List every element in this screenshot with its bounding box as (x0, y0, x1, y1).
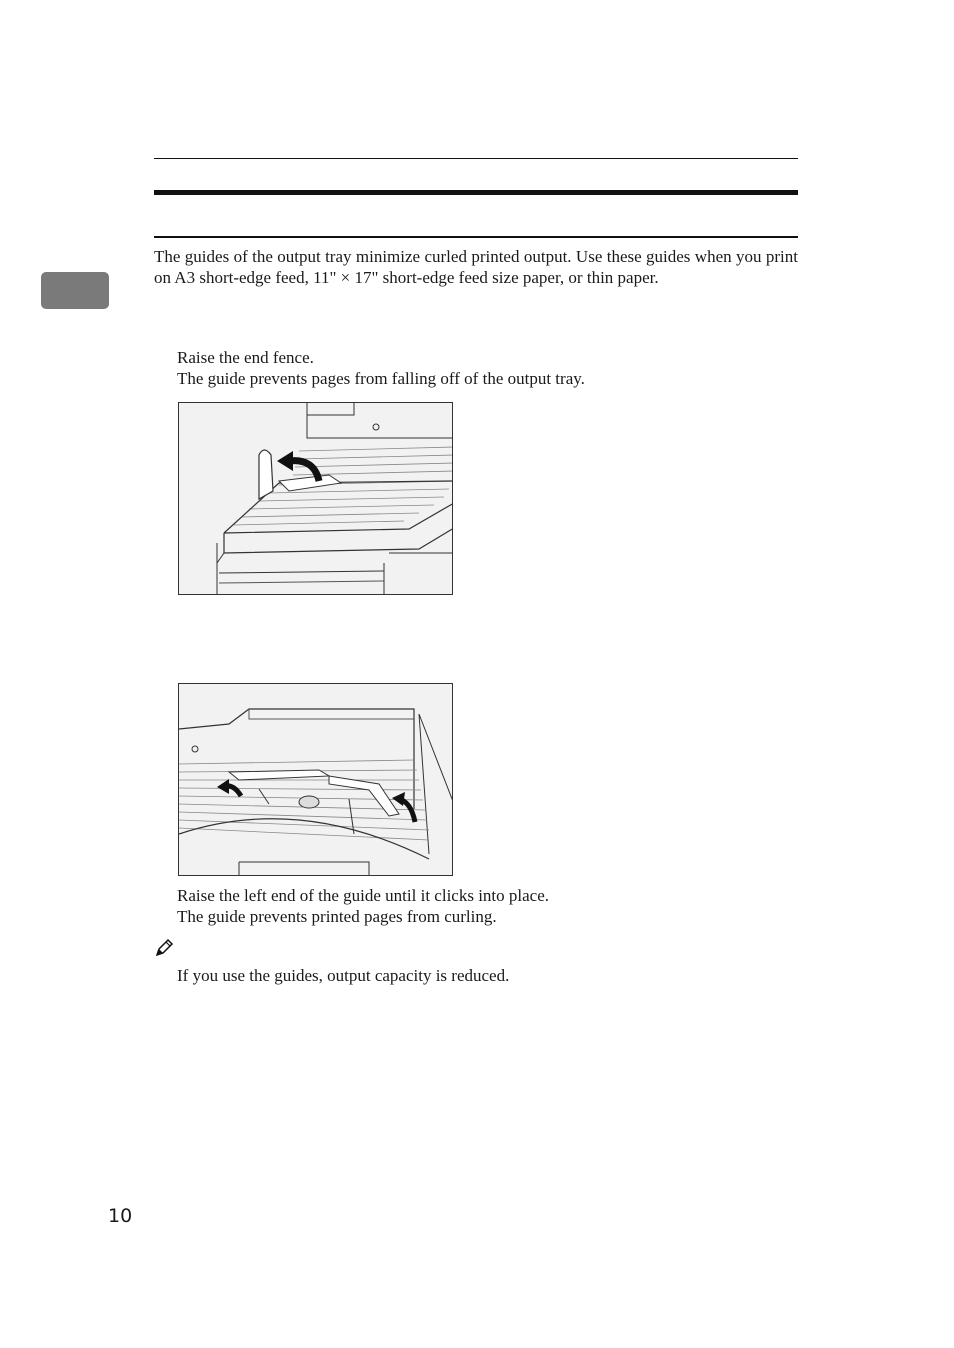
page-number: 10 (108, 1205, 133, 1227)
figure-curl-guide (178, 683, 453, 876)
pencil-note-icon (154, 938, 174, 958)
curl-guide-illustration (179, 684, 453, 876)
step-1-detail: The guide prevents pages from falling off of the output tray. (177, 369, 585, 388)
figure-end-fence (178, 402, 453, 595)
note-text: If you use the guides, output capacity is reduced. (177, 966, 510, 985)
step-2-detail: The guide prevents printed pages from curling. (177, 907, 497, 926)
end-fence-illustration (179, 403, 453, 595)
chapter-tab (41, 272, 109, 309)
intro-paragraph: The guides of the output tray minimize curled printed output. Use these guides when you print on A3 short-edge feed, 11" × 17" short-edge feed size paper, or thin paper. (154, 247, 798, 287)
step-1-instruction: Raise the end fence. (177, 348, 314, 367)
header-rule-thick (154, 190, 798, 195)
step-2-instruction: Raise the left end of the guide until it clicks into place. (177, 886, 550, 905)
header-rule-thin (154, 158, 798, 159)
section-rule (154, 236, 798, 238)
